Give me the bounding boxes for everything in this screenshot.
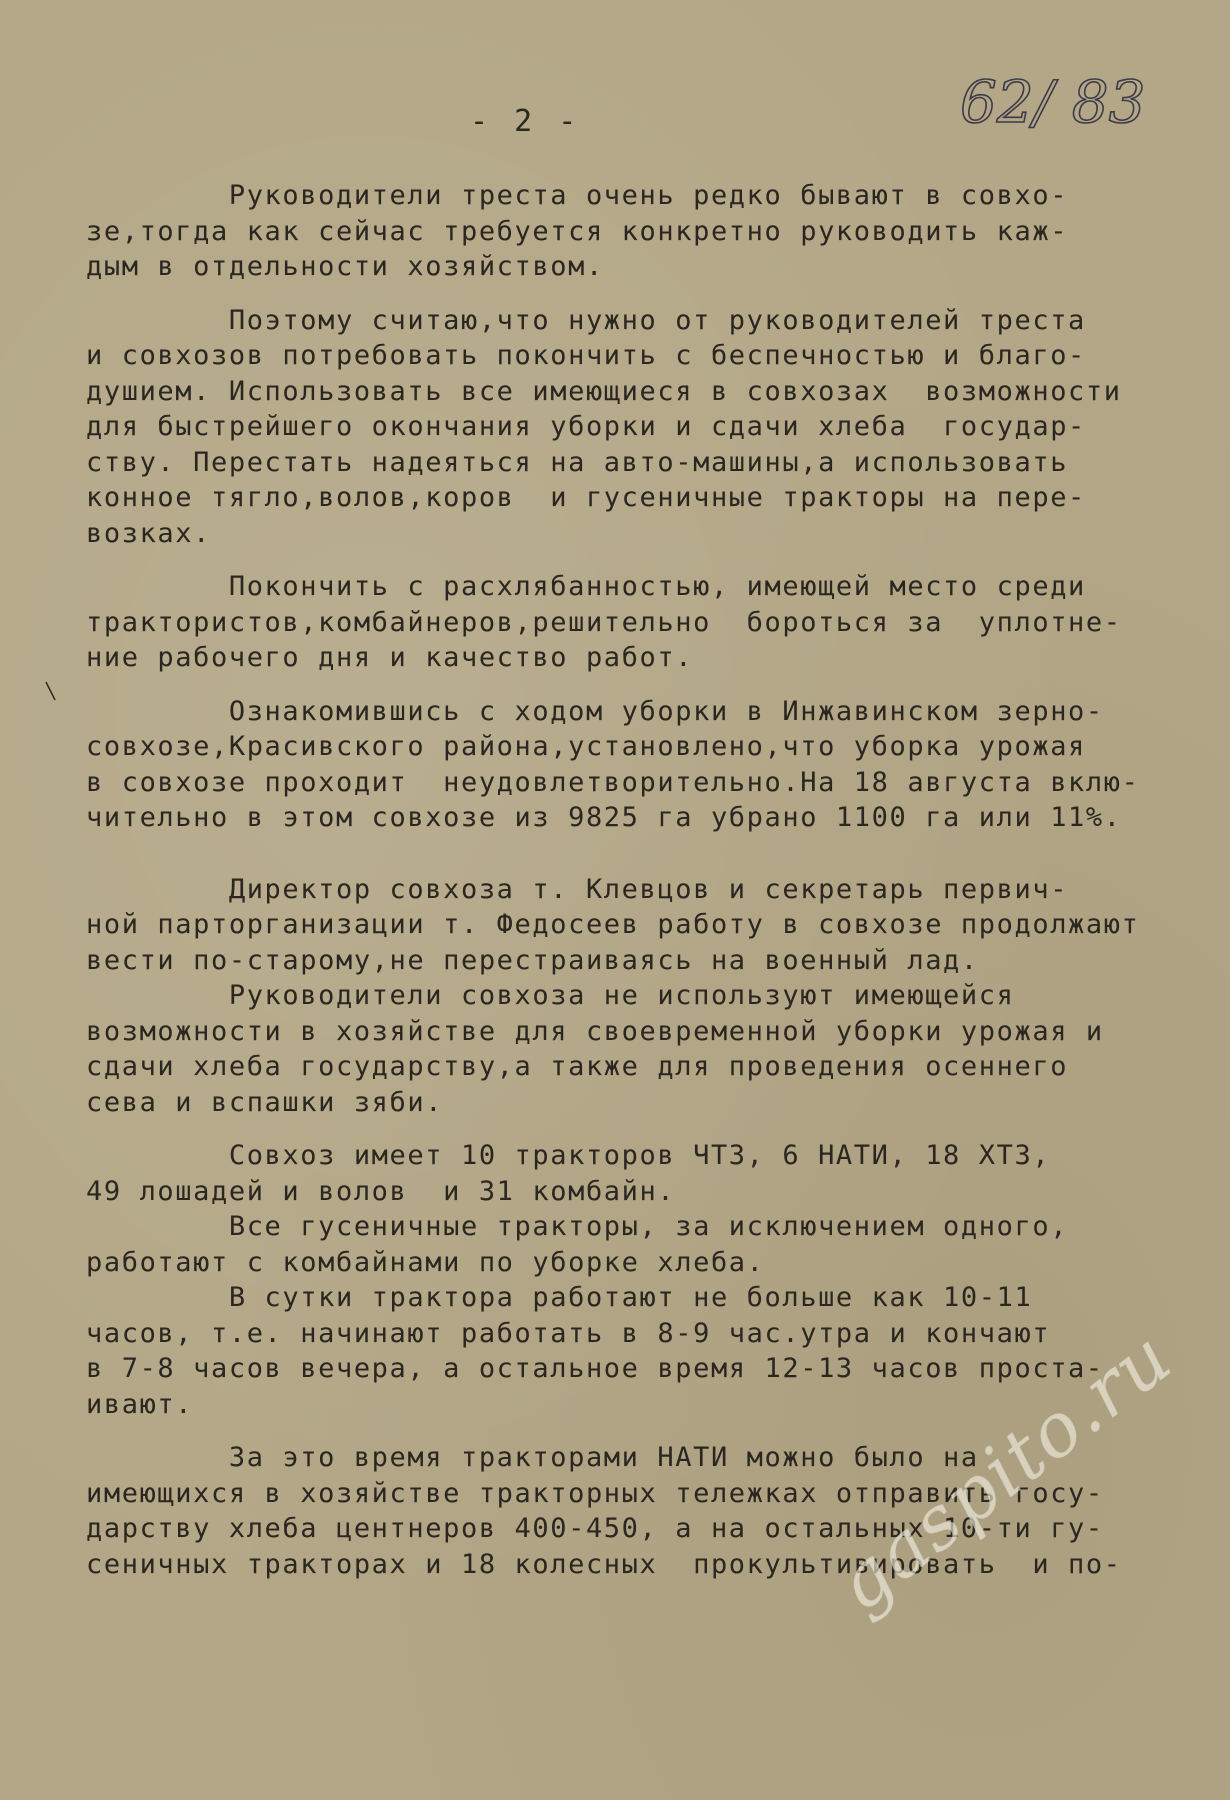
text-line: ивают.: [86, 1388, 194, 1420]
paragraph: [86, 178, 1206, 285]
archive-number-stamp: [960, 52, 1190, 147]
page-number: - 2 -: [470, 104, 581, 139]
paragraph: [86, 1138, 1206, 1209]
text-line: в 7-8 часов вечера, а остальное время 12-13 часов проста-: [86, 1353, 1104, 1384]
text-line: Руководители совхоза не используют имеющейся: [86, 980, 1015, 1011]
paragraph-gap: [86, 285, 1206, 303]
text-line: возках.: [86, 517, 211, 549]
text-line: сеничных тракторах и 18 колесных прокультивировать и по-: [86, 1548, 1122, 1580]
paragraph: [86, 1209, 1206, 1280]
text-line: в совхозе проходит неудовлетворительно.На 18 августа вклю-: [86, 766, 1140, 798]
text-line: ной парторганизации т. Федосеев работу в совхозе продолжают: [86, 909, 1140, 940]
text-line: дым в отдельности хозяйством.: [86, 251, 604, 282]
text-line: Поэтому считаю,что нужно от руководителей треста: [86, 304, 1086, 336]
text-line: сдачи хлеба государству,а также для проведения осеннего: [86, 1051, 1069, 1082]
text-line: вести по-старому,не перестраиваясь на военный лад.: [86, 944, 979, 976]
text-line: душием. Использовать все имеющиеся в совхозах возможности: [86, 375, 1122, 407]
text-line: Все гусеничные тракторы, за исключением одного,: [86, 1211, 1069, 1242]
text-line: имеющихся в хозяйстве тракторных тележках отправить госу-: [86, 1477, 1104, 1509]
paragraph: [86, 978, 1206, 1120]
text-line: Совхоз имеет 10 тракторов ЧТЗ, 6 НАТИ, 18 ХТЗ,: [86, 1140, 1051, 1171]
text-line: Ознакомившись с ходом уборки в Инжавинском зерно-: [86, 695, 1104, 727]
text-line: трактористов,комбайнеров,решительно бороться за уплотне-: [86, 606, 1122, 638]
paragraph-gap: [86, 1120, 1206, 1138]
text-line: 49 лошадей и волов и 31 комбайн.: [86, 1175, 676, 1207]
text-line: совхозе,Красивского района,установлено,что уборка урожая: [86, 731, 1086, 762]
text-line: работают с комбайнами по уборке хлеба.: [86, 1246, 765, 1278]
document-body: [86, 178, 1206, 1582]
paragraph-gap: [86, 836, 1206, 872]
paragraph: [86, 872, 1206, 979]
text-line: и совхозов потребовать покончить с беспечностью и благо-: [86, 340, 1086, 371]
text-line: конное тягло,волов,коров и гусеничные тракторы на пере-: [86, 482, 1086, 513]
paragraph-gap: [86, 551, 1206, 569]
text-line: часов, т.е. начинают работать в 8-9 час.утра и кончают: [86, 1317, 1051, 1349]
text-line: ние рабочего дня и качество работ.: [86, 642, 694, 673]
watermark: gaspito.ru: [820, 1313, 1189, 1628]
text-line: В сутки трактора работают не больше как 10-11: [86, 1282, 1033, 1313]
margin-mark: [44, 680, 58, 702]
text-line: зе,тогда как сейчас требуется конкретно руководить каж-: [86, 215, 1069, 247]
text-line: сева и вспашки зяби.: [86, 1086, 444, 1118]
text-line: для быстрейшего окончания уборки и сдачи хлеба государ-: [86, 411, 1086, 442]
paragraph: [86, 303, 1206, 552]
text-line: Директор совхоза т. Клевцов и секретарь первич-: [86, 873, 1069, 905]
paragraph: [86, 694, 1206, 836]
text-line: Покончить с расхлябанностью, имеющей место среди: [86, 571, 1086, 602]
text-line: ству. Перестать надеяться на авто-машины,а использовать: [86, 446, 1069, 478]
paragraph-gap: [86, 676, 1206, 694]
text-line: Руководители треста очень редко бывают в совхо-: [86, 180, 1069, 211]
text-line: дарству хлеба центнеров 400-450, а на остальных 10-ти гу-: [86, 1513, 1104, 1544]
text-line: чительно в этом совхозе из 9825 га убрано 1100 га или 11%.: [86, 802, 1122, 833]
text-line: возможности в хозяйстве для своевременной уборки урожая и: [86, 1015, 1104, 1047]
text-line: За это время тракторами НАТИ можно было на: [86, 1442, 979, 1473]
paragraph: [86, 569, 1206, 676]
archive-number: 62/ 83: [960, 68, 1146, 136]
